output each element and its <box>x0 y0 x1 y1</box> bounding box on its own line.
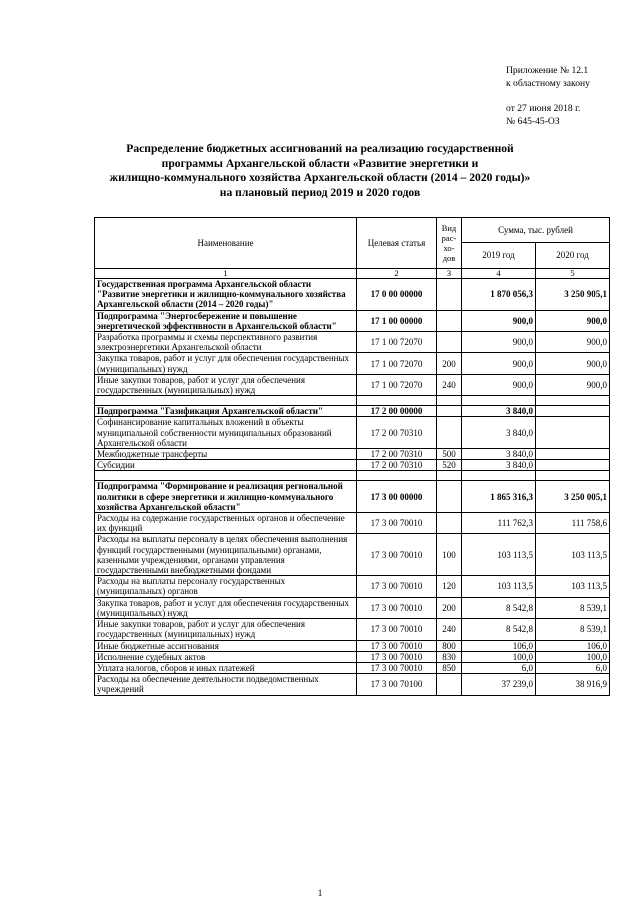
row-sum-2019: 900,0 <box>462 374 536 395</box>
table-row <box>95 674 610 695</box>
row-sum-2020: 38 916,9 <box>536 674 610 695</box>
row-sum-2019: 900,0 <box>462 310 536 331</box>
row-target-article: 17 3 00 70010 <box>357 513 437 534</box>
row-target-article: 17 3 00 70010 <box>357 662 437 673</box>
row-name: Закупка товаров, работ и услуг для обеспечения государственных (муниципальных) нужд <box>95 597 357 618</box>
row-expense-type <box>437 406 462 417</box>
header-expense-type: Вид рас-хо-дов <box>437 218 462 269</box>
empty-cell <box>437 396 462 406</box>
row-target-article: 17 1 00 72070 <box>357 332 437 353</box>
row-target-article: 17 1 00 72070 <box>357 353 437 374</box>
row-sum-2019: 900,0 <box>462 332 536 353</box>
row-name: Подпрограмма "Формирование и реализация региональной политики в сфере энергетики и жилищно-коммунального хозяйства Архангельской области" <box>95 481 357 513</box>
row-sum-2020: 8 539,1 <box>536 619 610 640</box>
row-target-article: 17 1 00 00000 <box>357 310 437 331</box>
row-sum-2019: 37 239,0 <box>462 674 536 695</box>
row-target-article: 17 2 00 00000 <box>357 406 437 417</box>
table-row <box>95 310 610 331</box>
row-target-article: 17 0 00 00000 <box>357 279 437 311</box>
row-sum-2019: 8 542,8 <box>462 597 536 618</box>
row-sum-2020: 111 758,6 <box>536 513 610 534</box>
budget-table <box>94 217 610 696</box>
row-name: Иные закупки товаров, работ и услуг для обеспечения государственных (муниципальных) нужд <box>95 619 357 640</box>
table-row <box>95 513 610 534</box>
row-sum-2020 <box>536 417 610 449</box>
row-target-article: 17 3 00 70010 <box>357 597 437 618</box>
column-number: 2 <box>357 269 437 279</box>
row-name: Расходы на содержание государственных органов и обеспечение их функций <box>95 513 357 534</box>
row-name: Исполнение судебных актов <box>95 651 357 662</box>
row-sum-2019: 3 840,0 <box>462 406 536 417</box>
row-target-article: 17 3 00 70100 <box>357 674 437 695</box>
row-sum-2020 <box>536 460 610 471</box>
title-line: жилищно-коммунального хозяйства Архангельской области (2014 – 2020 годы)» <box>109 171 531 184</box>
row-sum-2020: 100,0 <box>536 651 610 662</box>
header-year-2019: 2019 год <box>462 243 536 269</box>
header-year-2020: 2020 год <box>536 243 610 269</box>
row-target-article: 17 3 00 70010 <box>357 619 437 640</box>
row-sum-2020: 900,0 <box>536 374 610 395</box>
row-expense-type <box>437 674 462 695</box>
row-name: Подпрограмма "Энергосбережение и повышение энергетической эффективности в Архангельской области" <box>95 310 357 331</box>
row-sum-2020 <box>536 449 610 460</box>
row-sum-2019: 3 840,0 <box>462 449 536 460</box>
empty-cell <box>357 471 437 481</box>
empty-cell <box>462 471 536 481</box>
row-expense-type <box>437 332 462 353</box>
table-row <box>95 481 610 513</box>
title-line: Распределение бюджетных ассигнований на реализацию государственной <box>126 142 514 155</box>
table-row <box>95 332 610 353</box>
row-expense-type: 100 <box>437 534 462 576</box>
row-expense-type: 240 <box>437 619 462 640</box>
appendix-line: к областному закону <box>506 78 590 89</box>
table-row <box>95 597 610 618</box>
row-expense-type: 200 <box>437 597 462 618</box>
empty-cell <box>437 471 462 481</box>
row-expense-type <box>437 417 462 449</box>
row-target-article: 17 3 00 70010 <box>357 651 437 662</box>
row-expense-type <box>437 279 462 311</box>
row-sum-2019: 103 113,5 <box>462 576 536 597</box>
table-row <box>95 279 610 311</box>
row-target-article: 17 3 00 00000 <box>357 481 437 513</box>
row-sum-2019: 1 865 316,3 <box>462 481 536 513</box>
row-name: Закупка товаров, работ и услуг для обеспечения государственных (муниципальных) нужд <box>95 353 357 374</box>
table-row <box>95 619 610 640</box>
row-sum-2020: 103 113,5 <box>536 534 610 576</box>
row-sum-2020: 8 539,1 <box>536 597 610 618</box>
column-number: 5 <box>536 269 610 279</box>
title-line: программы Архангельской области «Развитие энергетики и <box>161 156 479 170</box>
law-number: № 645-45-ОЗ <box>506 116 560 127</box>
spacer-row <box>95 471 610 481</box>
row-expense-type: 830 <box>437 651 462 662</box>
row-sum-2019: 100,0 <box>462 651 536 662</box>
row-name: Иные закупки товаров, работ и услуг для обеспечения государственных (муниципальных) нужд <box>95 374 357 395</box>
row-sum-2019: 1 870 056,3 <box>462 279 536 311</box>
row-sum-2020: 6,0 <box>536 662 610 673</box>
row-sum-2019: 103 113,5 <box>462 534 536 576</box>
table-row <box>95 576 610 597</box>
row-name: Субсидии <box>95 460 357 471</box>
header-name: Наименование <box>95 218 357 269</box>
row-expense-type <box>437 513 462 534</box>
row-expense-type: 120 <box>437 576 462 597</box>
row-name: Подпрограмма "Газификация Архангельской области" <box>95 406 357 417</box>
row-expense-type: 520 <box>437 460 462 471</box>
row-sum-2019: 111 762,3 <box>462 513 536 534</box>
row-target-article: 17 2 00 70310 <box>357 449 437 460</box>
row-sum-2020 <box>536 406 610 417</box>
header-sum: Сумма, тыс. рублей <box>462 218 610 243</box>
row-name: Разработка программы и схемы перспективного развития электроэнергетики Архангельской области <box>95 332 357 353</box>
row-sum-2020: 900,0 <box>536 310 610 331</box>
row-sum-2019: 106,0 <box>462 640 536 651</box>
row-sum-2020: 900,0 <box>536 353 610 374</box>
row-sum-2019: 8 542,8 <box>462 619 536 640</box>
appendix-block <box>506 64 590 128</box>
row-target-article: 17 3 00 70010 <box>357 534 437 576</box>
row-sum-2020: 900,0 <box>536 332 610 353</box>
row-sum-2019: 6,0 <box>462 662 536 673</box>
table-row <box>95 406 610 417</box>
row-sum-2019: 3 840,0 <box>462 417 536 449</box>
table-row <box>95 651 610 662</box>
appendix-line: Приложение № 12.1 <box>506 65 589 76</box>
column-number: 4 <box>462 269 536 279</box>
row-expense-type <box>437 481 462 513</box>
row-expense-type: 800 <box>437 640 462 651</box>
table-row <box>95 640 610 651</box>
page-number: 1 <box>317 888 323 899</box>
row-sum-2020: 3 250 005,1 <box>536 481 610 513</box>
row-target-article: 17 3 00 70010 <box>357 576 437 597</box>
header-target-article: Целевая статья <box>357 218 437 269</box>
row-name: Межбюджетные трансферты <box>95 449 357 460</box>
row-name: Расходы на выплаты персоналу в целях обеспечения выполнения функций государственными (муниципальными) органами, казенными учреждениями, органами управления государственными внебюджетными фондами <box>95 534 357 576</box>
row-name: Государственная программа Архангельской области "Развитие энергетики и жилищно-коммунального хозяйства Архангельской области (2014 – 2020 годы)" <box>95 279 357 311</box>
row-expense-type: 500 <box>437 449 462 460</box>
table-row <box>95 353 610 374</box>
row-target-article: 17 2 00 70310 <box>357 417 437 449</box>
row-target-article: 17 2 00 70310 <box>357 460 437 471</box>
table-row <box>95 449 610 460</box>
row-sum-2019: 3 840,0 <box>462 460 536 471</box>
empty-cell <box>95 396 357 406</box>
empty-cell <box>536 471 610 481</box>
empty-cell <box>357 396 437 406</box>
row-name: Иные бюджетные ассигнования <box>95 640 357 651</box>
row-name: Расходы на выплаты персоналу государственных (муниципальных) органов <box>95 576 357 597</box>
empty-cell <box>95 471 357 481</box>
table-body <box>95 279 610 696</box>
empty-cell <box>462 396 536 406</box>
row-name: Расходы на обеспечение деятельности подведомственных учреждений <box>95 674 357 695</box>
title-line: на плановый период 2019 и 2020 годов <box>219 185 421 199</box>
row-sum-2020: 106,0 <box>536 640 610 651</box>
row-sum-2019: 900,0 <box>462 353 536 374</box>
row-expense-type: 850 <box>437 662 462 673</box>
table-row <box>95 534 610 576</box>
spacer-row <box>95 396 610 406</box>
table-row <box>95 374 610 395</box>
row-expense-type: 240 <box>437 374 462 395</box>
row-name: Уплата налогов, сборов и иных платежей <box>95 662 357 673</box>
row-expense-type <box>437 310 462 331</box>
row-expense-type: 200 <box>437 353 462 374</box>
column-number: 3 <box>437 269 462 279</box>
row-name: Софинансирование капитальных вложений в объекты муниципальной собственности муниципальных образований Архангельской области <box>95 417 357 449</box>
law-date: от 27 июня 2018 г. <box>506 103 581 114</box>
table-row <box>95 662 610 673</box>
row-target-article: 17 1 00 72070 <box>357 374 437 395</box>
document-title <box>60 142 580 200</box>
row-sum-2020: 103 113,5 <box>536 576 610 597</box>
row-target-article: 17 3 00 70010 <box>357 640 437 651</box>
table-row <box>95 417 610 449</box>
row-sum-2020: 3 250 905,1 <box>536 279 610 311</box>
column-number: 1 <box>95 269 357 279</box>
empty-cell <box>536 396 610 406</box>
table-row <box>95 460 610 471</box>
